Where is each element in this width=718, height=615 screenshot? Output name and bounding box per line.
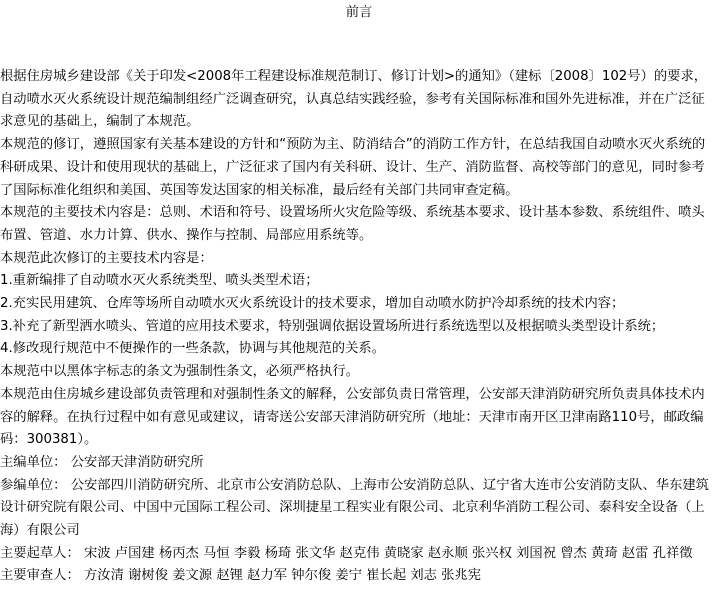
list-item-revision-4: 4.修改现行规范中不便操作的一些条款，协调与其他规范的关系。 (0, 341, 385, 357)
paragraph-revision-content-intro: 本规范此次修订的主要技术内容是： (0, 250, 213, 266)
paragraph-mandatory-notice: 本规范中以黑体字标志的条文为强制性条文，必须严格执行。 (0, 364, 360, 380)
main-drafters: 主要起草人： 宋波 卢国建 杨丙杰 马恒 李毅 杨琦 张文华 赵克伟 黄晓家 赵永顺 张兴权 刘国祝 曾杰 黄琦 赵雷 孔祥徵 (0, 545, 693, 561)
document-title: 前言 (345, 5, 373, 20)
main-reviewers: 主要审查人： 方汝清 谢树俊 姜文源 赵锂 赵力军 钟尔俊 姜宁 崔长起 刘志 张兆宪 (0, 568, 482, 584)
participating-units: 参编单位： 公安部四川消防研究所、北京市公安消防总队、上海市公安消防总队、辽宁省大连市公安消防支队、华东建筑设计研究院有限公司、中国中元国际工程公司、深圳捷星工程实业有限公司、北京利华消防工程公司、泰科安全设备（上海）有限公司 (0, 477, 709, 539)
list-item-revision-2: 2.充实民用建筑、仓库等场所自动喷水灭火系统设计的技术要求，增加自动喷水防护冷却系统的技术内容； (0, 296, 625, 312)
paragraph-revision: 本规范的修订，遵照国家有关基本建设的方针和“预防为主、防消结合”的消防工作方针，在总结我国自动喷水灭火系统的科研成果、设计和使用现状的基础上，广泛征求了国内有关科研、设计、生产、消防监督、高校等部门的意见，同时参考了国际标准化组织和美国、英国等发达国家的相关标准，最后经有关部门共同审查定稿。 (0, 137, 706, 198)
paragraph-management: 本规范由住房城乡建设部负责管理和对强制性条文的解释，公安部负责日常管理，公安部天津消防研究所负责具体技术内容的解释。在执行过程中如有意见或建议，请寄送公安部天津消防研究所（地址：天津市南开区卫津南路110号，邮政编码：300381）。 (0, 386, 705, 448)
paragraph-basis: 根据住房城乡建设部《关于印发<2008年工程建设标准规范制订、修订计划>的通知》（建标〔2008〕102号）的要求，自动喷水灭火系统设计规范编制组经广泛调查研究，认真总结实践经验，参考有关国际标准和国外先进标准，并在广泛征求意见的基础上，编制了本规范。 (0, 69, 708, 130)
list-item-revision-3: 3.补充了新型洒水喷头、管道的应用技术要求，特别强调依据设置场所进行系统选型以及根据喷头类型设计系统； (0, 318, 665, 334)
chief-editor-unit: 主编单位： 公安部天津消防研究所 (0, 454, 204, 470)
paragraph-main-content: 本规范的主要技术内容是：总则、术语和符号、设置场所火灾危险等级、系统基本要求、设计基本参数、系统组件、喷头布置、管道、水力计算、供水、操作与控制、局部应用系统等。 (0, 205, 705, 243)
list-item-revision-1: 1.重新编排了自动喷水灭火系统类型、喷头类型术语； (0, 273, 319, 289)
document-body (0, 66, 718, 588)
